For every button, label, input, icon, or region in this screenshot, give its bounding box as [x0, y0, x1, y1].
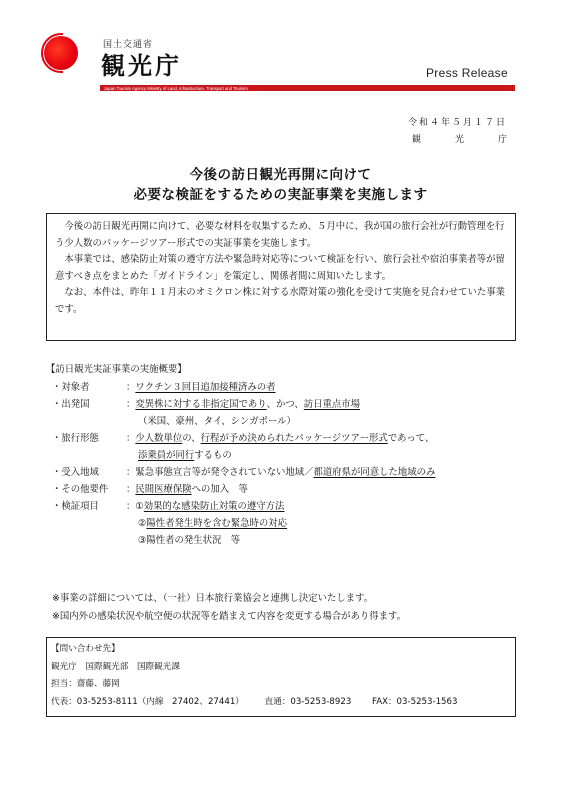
overview-section [46, 361, 516, 549]
row-value: 民間医療保険 [135, 484, 192, 495]
overview-row-origin-cont [46, 413, 516, 430]
issuer-name: 観光庁 [411, 135, 541, 145]
row-label: ・旅行形態 [52, 433, 99, 444]
release-date: 令和４年５月１７日 [407, 118, 507, 128]
ministry-name: 国土交通省 [103, 40, 154, 50]
overview-heading: 【訪日観光実証事業の実施概要】 [46, 364, 187, 375]
contact-box [46, 637, 516, 717]
row-value: 添乗員が同行 [138, 450, 195, 461]
overview-row-verify-2 [46, 515, 516, 532]
row-value: の、 [182, 433, 201, 444]
row-value: 少人数単位 [135, 433, 183, 444]
row-value: ③陽性者の発生状況 等 [138, 535, 241, 546]
agency-logo-red-circle [44, 36, 78, 70]
row-value: 効果的な感染防止対策の遵守方法 [143, 501, 285, 512]
row-label: ・対象者 [52, 382, 90, 393]
row-value: であって、 [387, 433, 435, 444]
note-line: ※事業の詳細については、（一社）日本旅行業協会と連携し決定いたします。 [52, 593, 373, 604]
row-value: への加入 等 [191, 484, 248, 495]
overview-row-target: ・対象者 ：ワクチン３回目追加接種済みの者 [46, 379, 516, 396]
row-value: 都道府県が同意した地域のみ [313, 467, 436, 478]
overview-row-other: ・その他要件 ：民間医療保険への加入 等 [46, 481, 516, 498]
row-label: ・受入地域 [52, 467, 99, 478]
contact-fax: FAX：03-5253-1563 [372, 696, 458, 707]
summary-paragraph: なお、本件は、昨年１１月末のオミクロン株に対する水際対策の強化を受けて実施を見合わせていた事業です。 [55, 287, 506, 315]
title-line-2: 必要な検証をするための実証事業を実施します [133, 187, 428, 203]
row-value: 緊急時の対応 [230, 518, 288, 529]
contact-tel-main: 代表：03-5253-8111（内線 27402、27441） [51, 696, 244, 707]
contact-heading: 【問い合わせ先】 [51, 644, 120, 654]
row-value: ② [138, 518, 147, 529]
row-value: 行程が予め決められたパッケージツアー形式 [200, 433, 388, 444]
header-bar-text: Japan Tourism Agency Ministry of Land, Infrastructure, Transport and Tourism [104, 85, 248, 91]
overview-row-form-cont [46, 447, 516, 464]
contact-staff: 担当：齋藤、藤岡 [51, 679, 120, 689]
title-line-1: 今後の訪日観光再開に向けて [189, 167, 372, 183]
overview-row-origin: ・出発国 ：変異株に対する非指定国であり、かつ、訪日重点市場 [46, 396, 516, 413]
row-value: （米国、豪州、タイ、シンガポール） [138, 416, 296, 427]
agency-name: 観光庁 [101, 52, 182, 80]
row-value: 、かつ、 [266, 399, 304, 410]
summary-paragraph: 今後の訪日観光再開に向けて、必要な材料を収集するため、５月中に、我が国の旅行会社が行動管理を行う少人数のパッケージツアー形式での実証事業を実施します。 [55, 221, 505, 249]
row-label: ・その他要件 [52, 484, 109, 495]
summary-box [46, 213, 516, 341]
row-label: ・検証項目 [52, 501, 99, 512]
overview-row-area: ・受入地域 ：緊急事態宣言等が発令されていない地域／都道府県が同意した地域のみ [46, 464, 516, 481]
row-label: ・出発国 [52, 399, 90, 410]
row-value: 訪日重点市場 [303, 399, 361, 410]
overview-row-form: ・旅行形態 ：少人数単位の、行程が予め決められたパッケージツアー形式であって、 [46, 430, 516, 447]
row-value: 変異株に対する非指定国であり [135, 399, 267, 410]
row-value: ワクチン３回目追加接種済みの者 [135, 382, 276, 393]
note-line: ※国内外の感染状況や航空便の状況等を踏まえて内容を変更する場合があり得ます。 [52, 611, 406, 622]
overview-row-verify: ・検証項目 ：①効果的な感染防止対策の遵守方法 [46, 498, 516, 515]
notes-section [52, 590, 406, 626]
overview-row-verify-3 [46, 532, 516, 549]
row-value: するもの [194, 450, 232, 461]
contact-dept: 観光庁 国際観光部 国際観光課 [51, 661, 180, 672]
contact-tel-direct: 直通：03-5253-8923 [264, 696, 352, 707]
row-value: 緊急事態宣言等が発令されていない地域／ [135, 467, 314, 478]
press-release-label: Press Release [426, 66, 508, 80]
contact-phones [51, 694, 511, 712]
row-value: 陽性者発生時を含む [146, 518, 231, 529]
row-value: ① [135, 501, 144, 512]
summary-paragraph: 本事業では、感染防止対策の遵守方法や緊急時対応等について検証を行い、旅行会社や宿泊事業者等が留意すべき点をまとめた「ガイドライン」を策定し、関係者間に周知いたします。 [55, 254, 505, 282]
